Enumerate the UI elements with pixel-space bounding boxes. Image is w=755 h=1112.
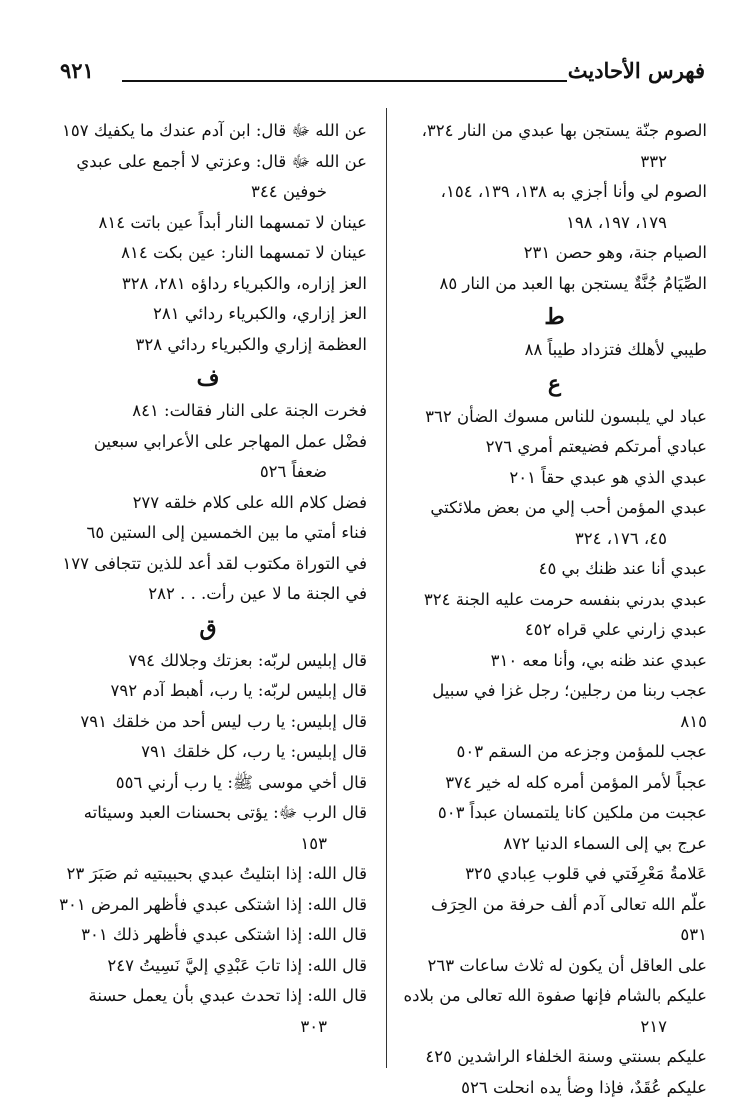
index-entry-continuation: ضعفاً ٥٢٦	[259, 462, 327, 481]
index-entry: العز إزاري، والكبرياء ردائي ٢٨١	[153, 304, 367, 323]
index-entry: الصوم لي وأنا أجزي به ١٣٨، ١٣٩، ١٥٤،	[440, 182, 707, 201]
index-entry-continuation: خوفين ٣٤٤	[251, 182, 327, 201]
page-header	[60, 52, 705, 92]
index-entry: عجباً لأمر المؤمن أمره كله له خير ٣٧٤	[445, 772, 707, 792]
index-entry: في التوراة مكتوب لقد أعد للذين تتجافى ١٧٧	[62, 553, 367, 573]
index-entry: عبدي المؤمن أحب إلي من بعض ملائكتي	[430, 498, 707, 517]
index-entry: عجب للمؤمن وجزعه من السقم ٥٠٣	[456, 742, 707, 761]
index-entry: عليكم عُقَدٌ، فإذا وضأ يده انحلت ٥٢٦	[461, 1077, 707, 1097]
index-entry: قال الله: إذا اشتكى عبدي فأظهر المرض ٣٠١	[59, 894, 367, 914]
index-entry: قال الرب ﷻ: يؤتى بحسنات العبد وسيئاته	[83, 803, 367, 822]
index-entry: الصيام جنة، وهو حصن ٢٣١	[523, 243, 707, 262]
right-block-sad	[402, 116, 707, 299]
index-entry-continuation: ٣٣٢	[640, 151, 667, 171]
header-rule	[122, 80, 567, 82]
right-column	[402, 116, 707, 1103]
index-entry: فخرت الجنة على النار فقالت: ٨٤١	[132, 401, 367, 420]
section-letter-qaf: ق	[199, 614, 217, 641]
column-divider	[386, 108, 387, 1068]
index-entry: قال إبليس لربّه: بعزتك وجلالك ٧٩٤	[128, 650, 367, 670]
index-entry: على العاقل أن يكون له ثلاث ساعات ٢٦٣	[427, 955, 707, 975]
index-entry-continuation: ٢١٧	[640, 1016, 667, 1036]
index-entry: الصوم جنّة يستجن بها عبدي من النار ٣٢٤،	[421, 121, 707, 140]
index-entry-continuation: ٣٠٣	[300, 1016, 327, 1036]
index-entry: عبادي أمرتكم فضيعتم أمري ٢٧٦	[485, 437, 707, 456]
index-entry: قال الله: إذا ابتليتُ عبدي بحبيبتيه ثم صَبَرَ ٢٣	[66, 864, 367, 883]
right-block-ain	[402, 402, 707, 1104]
index-entry-continuation: ٤٥، ١٧٦، ٣٢٤	[574, 528, 667, 548]
left-block-ain-cont	[49, 116, 367, 360]
index-entry: عَلامةُ مَعْرِفَتي في قلوب عِبادي ٣٢٥	[465, 864, 707, 883]
index-entry: قال الله: إذا اشتكى عبدي فأظهر ذلك ٣٠١	[81, 925, 367, 944]
index-entry: قال إبليس: يا رب، كل خلقك ٧٩١	[141, 742, 367, 761]
section-letter-ta: ط	[544, 304, 565, 330]
index-entry: عرج بي إلى السماء الدنيا ٨٧٢	[503, 833, 707, 853]
index-entry-continuation: ١٥٣	[300, 833, 327, 853]
index-entry-continuation: ١٧٩، ١٩٧، ١٩٨	[566, 212, 667, 232]
index-entry: عبدي بدرني بنفسه حرمت عليه الجنة ٣٢٤	[423, 589, 707, 609]
index-entry: عن الله ﷻ قال: ابن آدم عندك ما يكفيك ١٥٧	[62, 121, 367, 140]
index-entry: عباد لي يلبسون للناس مسوك الضأن ٣٦٢	[425, 406, 707, 426]
index-entry: قال إبليس لربّه: يا رب، أهبط آدم ٧٩٢	[110, 681, 367, 700]
index-entry: عليكم بسنتي وسنة الخلفاء الراشدين ٤٢٥	[425, 1047, 707, 1066]
index-entry: عبدي الذي هو عبدي حقاً ٢٠١	[509, 467, 707, 487]
index-entry: قال أخي موسى ﷺ: يا رب أرني ٥٥٦	[115, 772, 367, 792]
page-title: فهرس الأحاديث	[567, 58, 705, 83]
index-entry: فناء أمتي ما بين الخمسين إلى الستين ٦٥	[86, 523, 367, 542]
left-block-fa	[49, 396, 367, 610]
section-letter-fa: ف	[196, 365, 220, 391]
index-entry: العز إزاره، والكبرياء رداؤه ٢٨١، ٣٢٨	[121, 273, 367, 293]
index-entry: الصِّيَامُ جُنَّةٌ يستجن بها العبد من النار ٨٥	[439, 273, 707, 293]
left-block-qaf	[49, 646, 367, 1043]
page-number: ٩٢١	[60, 58, 94, 83]
index-entry: عينان لا تمسهما النار أبداً عين باتت ٨١٤	[98, 212, 367, 232]
index-entry: طيبي لأهلك فتزداد طيباً ٨٨	[524, 340, 707, 359]
index-entry: قال الله: إذا تحدث عبدي بأن يعمل حسنة	[88, 986, 367, 1005]
index-entry: عن الله ﷻ قال: وعزتي لا أجمع على عبدي	[76, 151, 367, 171]
index-entry: فضل كلام الله على كلام خلقه ٢٧٧	[132, 492, 367, 512]
index-entry: عبدي أنا عند ظنك بي ٤٥	[538, 559, 707, 578]
index-entry: عليكم بالشام فإنها صفوة الله تعالى من بلاده	[403, 986, 707, 1005]
index-entry: عبدي زارني علي قراه ٤٥٢	[524, 620, 707, 639]
index-entry: قال إبليس: يا رب ليس أحد من خلقك ٧٩١	[80, 711, 367, 731]
index-entry: علّم الله تعالى آدم ألف حرفة من الحِرَف ٥٣١	[430, 894, 707, 944]
left-column	[49, 116, 367, 1042]
index-entry: عجب ربنا من رجلين؛ رجل غزا في سبيل ٨١٥	[432, 681, 707, 731]
index-entry: في الجنة ما لا عين رأت. . . ٢٨٢	[148, 584, 367, 603]
index-entry: العظمة إزاري والكبرياء ردائي ٣٢٨	[135, 334, 367, 354]
section-letter-ain: ع	[547, 370, 562, 397]
index-entry: عجبت من ملكين كانا يلتمسان عبداً ٥٠٣	[437, 803, 707, 822]
right-block-ta	[402, 335, 707, 366]
index-entry: فضْل عمل المهاجر على الأعرابي سبعين	[93, 431, 367, 451]
index-entry: قال الله: إذا تابَ عَبْدِي إليَّ نَسِيتُ ٢٤٧	[107, 955, 367, 975]
index-entry: عينان لا تمسهما النار: عين بكت ٨١٤	[121, 243, 367, 262]
index-entry: عبدي عند ظنه بي، وأنا معه ٣١٠	[490, 650, 707, 670]
